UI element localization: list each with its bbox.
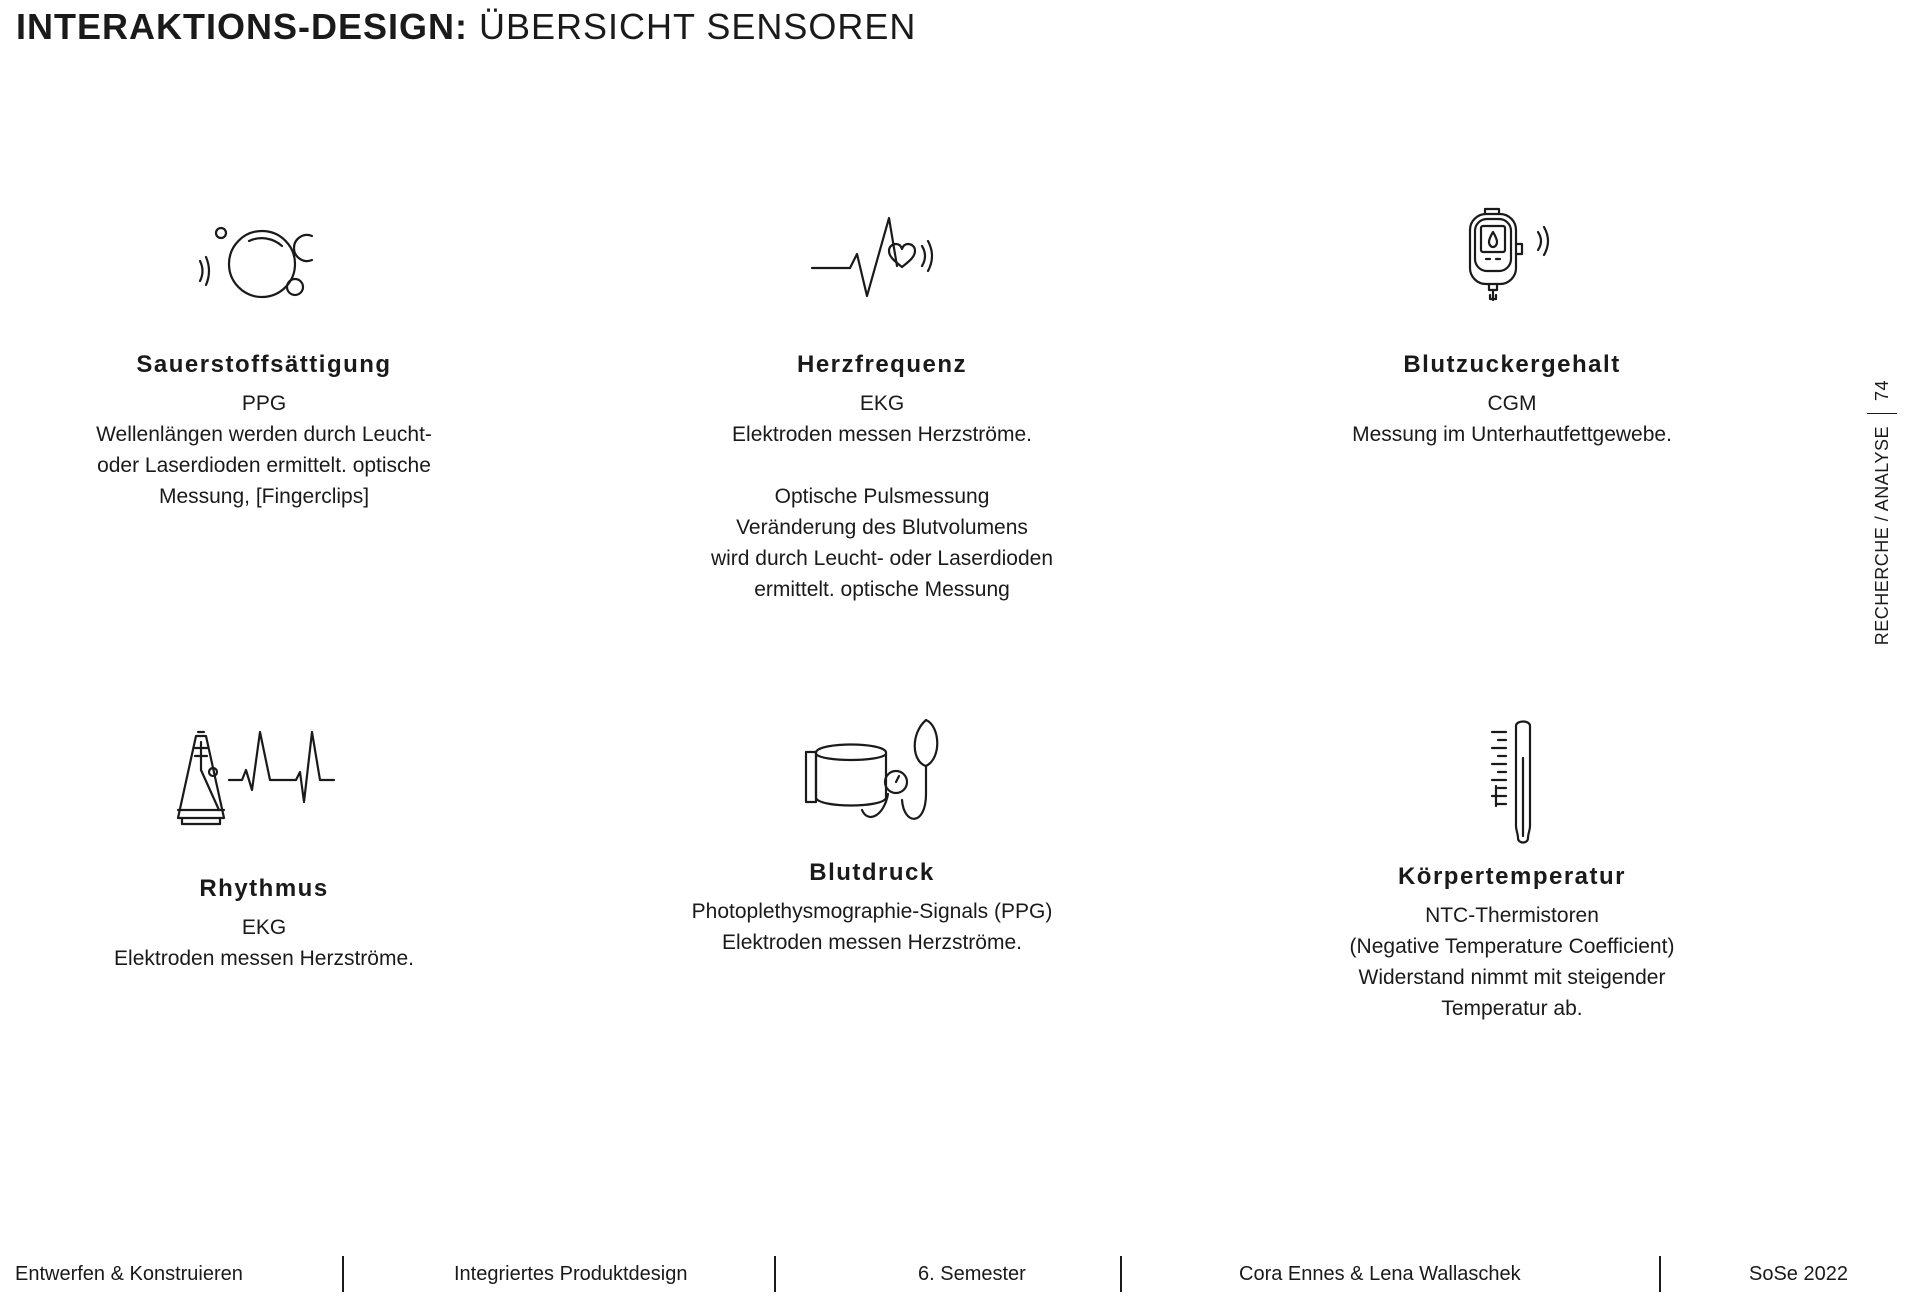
page-title: [16, 6, 916, 48]
method-description: Messung, [Fingerclips]: [158, 485, 370, 508]
method-description: ermittelt. optische Messung: [754, 578, 1010, 601]
sensor-card-blood-pressure: [612, 714, 1132, 958]
card-title: Sauerstoffsättigung: [136, 351, 392, 378]
method-block: [4, 388, 524, 512]
metronome-icon: [4, 730, 524, 830]
footer-semester: 6. Semester: [918, 1263, 1026, 1285]
method-description: Messung im Unterhautfettgewebe.: [1352, 423, 1672, 446]
method-name: EKG: [859, 392, 905, 415]
heartbeat-icon: [622, 216, 1142, 306]
method-block: [612, 896, 1132, 958]
footer-divider: [342, 1256, 344, 1292]
footer-program: Integriertes Produktdesign: [454, 1263, 688, 1285]
footer-authors: Cora Ennes & Lena Wallaschek: [1239, 1263, 1521, 1285]
sensor-card-body-temperature: [1252, 718, 1772, 1024]
method-name: PPG: [241, 392, 287, 415]
section-label: RECHERCHE / ANALYSE: [1871, 426, 1892, 646]
footer-divider: [1659, 1256, 1661, 1292]
method-block: [4, 912, 524, 974]
blood-pressure-cuff-icon: [612, 714, 1132, 830]
thermometer-icon: [1252, 718, 1772, 850]
method-block: [1252, 388, 1772, 450]
glucose-meter-icon: [1252, 206, 1772, 306]
side-label-text: [1862, 380, 1902, 760]
method-block: [622, 388, 1142, 450]
sensor-card-oxygen: [4, 216, 524, 512]
method-description: Widerstand nimmt mit steigender: [1358, 966, 1666, 989]
footer: [0, 1256, 1908, 1292]
card-title: Körpertemperatur: [1397, 863, 1627, 890]
method-description: (Negative Temperature Coefficient): [1349, 935, 1675, 958]
method-description: Elektroden messen Herzströme.: [722, 931, 1022, 954]
page-title-light: ÜBERSICHT SENSOREN: [479, 6, 917, 47]
card-title: Rhythmus: [199, 875, 329, 902]
footer-divider: [774, 1256, 776, 1292]
side-label: [1862, 380, 1902, 760]
card-title: Blutzuckergehalt: [1403, 351, 1621, 378]
card-title: Herzfrequenz: [796, 351, 968, 378]
page-title-bold: INTERAKTIONS-DESIGN:: [16, 6, 468, 47]
method-name: NTC-Thermistoren: [1425, 904, 1599, 927]
method-description: Temperatur ab.: [1441, 997, 1583, 1020]
footer-divider: [1120, 1256, 1122, 1292]
method-block: [1252, 900, 1772, 1024]
card-title: Blutdruck: [809, 859, 935, 886]
method-name: EKG: [241, 916, 287, 939]
method-description: Wellenlängen werden durch Leucht-: [96, 423, 432, 446]
method-name: Photoplethysmographie-Signals (PPG): [691, 900, 1053, 923]
method-name: Optische Pulsmessung: [774, 485, 990, 508]
method-description: oder Laserdioden ermittelt. optische: [97, 454, 431, 477]
footer-course: Entwerfen & Konstruieren: [15, 1263, 243, 1285]
sensor-card-blood-sugar: [1252, 206, 1772, 450]
footer-term: SoSe 2022: [1749, 1263, 1848, 1285]
method-description: Elektroden messen Herzströme.: [114, 947, 414, 970]
sensor-card-heart-rate: [622, 216, 1142, 605]
method-block: [622, 481, 1142, 605]
method-name: CGM: [1487, 392, 1537, 415]
oxygen-bubbles-icon: [4, 216, 524, 306]
method-description: wird durch Leucht- oder Laserdioden: [710, 547, 1054, 570]
sensor-card-rhythm: [4, 730, 524, 974]
page-number: 74: [1867, 380, 1897, 414]
method-description: Veränderung des Blutvolumens: [736, 516, 1028, 539]
method-description: Elektroden messen Herzströme.: [732, 423, 1032, 446]
